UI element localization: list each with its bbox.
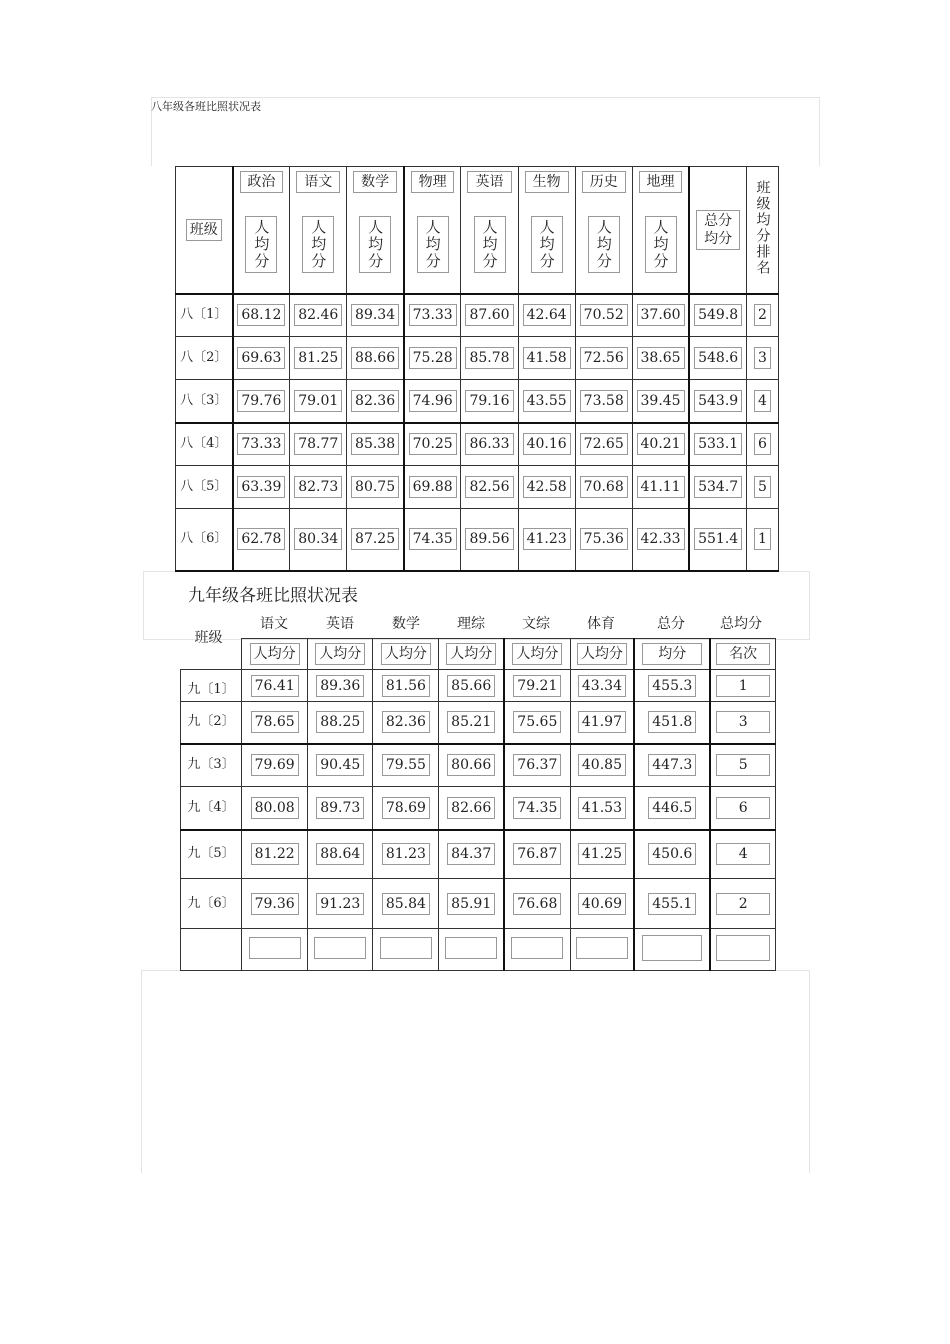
g9-rank: 3	[710, 702, 775, 744]
g9-total: 455.3	[634, 670, 710, 702]
g8-total: 534.7	[689, 466, 746, 509]
g8-total: 543.9	[689, 380, 746, 423]
g9-empty-cell	[181, 929, 242, 971]
g8-header-subject: 历史 人均分	[575, 167, 632, 294]
g9-score: 79.36	[242, 879, 308, 929]
per-capita-label: 人均分	[245, 216, 277, 273]
g8-score: 78.77	[290, 423, 347, 466]
g8-score: 73.33	[404, 294, 461, 337]
g9-rank: 5	[710, 744, 775, 787]
g8-class-cell: 八〔5〕	[176, 466, 233, 509]
g9-score: 41.25	[570, 830, 634, 879]
g8-score: 79.76	[233, 380, 290, 423]
g9-header-per-capita: 人均分	[439, 639, 504, 670]
g8-score: 37.60	[632, 294, 689, 337]
g9-header-class: 班级	[181, 639, 242, 670]
g9-header-per-capita: 人均分	[570, 639, 634, 670]
g8-score: 75.36	[575, 509, 632, 571]
g8-score: 42.64	[518, 294, 575, 337]
g8-total: 548.6	[689, 337, 746, 380]
g9-class-cell: 九〔1〕	[181, 670, 242, 702]
g8-score: 43.55	[518, 380, 575, 423]
g9-score: 85.91	[439, 879, 504, 929]
g9-score: 76.87	[504, 830, 570, 879]
g8-score: 42.33	[632, 509, 689, 571]
g9-empty-cell	[242, 929, 308, 971]
g8-rank: 5	[746, 466, 778, 509]
g8-rank: 1	[746, 509, 778, 571]
g9-score: 85.84	[373, 879, 439, 929]
g9-score: 81.56	[373, 670, 439, 702]
g9-empty-cell	[634, 929, 710, 971]
g8-score: 42.58	[518, 466, 575, 509]
g9-subject-header: 理综	[457, 616, 485, 632]
g9-empty-cell	[439, 929, 504, 971]
g9-score: 82.66	[439, 787, 504, 830]
g8-total: 549.8	[689, 294, 746, 337]
g9-total-avg-header: 总均分	[720, 616, 762, 632]
g9-total: 447.3	[634, 744, 710, 787]
g9-score: 88.64	[308, 830, 373, 879]
per-capita-label: 人均分	[645, 216, 677, 273]
g8-score: 69.63	[233, 337, 290, 380]
g8-score: 40.21	[632, 423, 689, 466]
grade8-table	[175, 166, 779, 572]
g8-header-subject: 语文 人均分	[290, 167, 347, 294]
g8-score: 72.56	[575, 337, 632, 380]
g9-empty-cell	[504, 929, 570, 971]
g9-empty-cell	[710, 929, 775, 971]
g9-score: 76.41	[242, 670, 308, 702]
g9-empty-cell	[308, 929, 373, 971]
g9-class-cell: 九〔4〕	[181, 787, 242, 830]
g8-score: 79.16	[461, 380, 518, 423]
g8-header-subject: 地理 人均分	[632, 167, 689, 294]
g9-rank: 1	[710, 670, 775, 702]
g8-score: 80.34	[290, 509, 347, 571]
g9-score: 76.37	[504, 744, 570, 787]
g9-class-cell: 九〔5〕	[181, 830, 242, 879]
g9-header-avg: 均分	[634, 639, 710, 670]
g9-rank: 4	[710, 830, 775, 879]
g8-score: 39.45	[632, 380, 689, 423]
g8-score: 85.38	[347, 423, 404, 466]
g9-score: 78.69	[373, 787, 439, 830]
g8-score: 85.78	[461, 337, 518, 380]
g8-score: 70.25	[404, 423, 461, 466]
g8-score: 88.66	[347, 337, 404, 380]
g8-score: 69.88	[404, 466, 461, 509]
g9-score: 90.45	[308, 744, 373, 787]
g9-score: 76.68	[504, 879, 570, 929]
g8-rank: 6	[746, 423, 778, 466]
g8-score: 72.65	[575, 423, 632, 466]
g8-header-subject: 生物 人均分	[518, 167, 575, 294]
g9-score: 79.21	[504, 670, 570, 702]
g8-score: 81.25	[290, 337, 347, 380]
g9-score: 40.85	[570, 744, 634, 787]
g9-subject-header: 英语	[326, 616, 354, 632]
grade9-title: 九年级各班比照状况表	[188, 586, 358, 606]
g8-score: 82.36	[347, 380, 404, 423]
per-capita-label: 人均分	[588, 216, 620, 273]
g9-score: 89.73	[308, 787, 373, 830]
grade8-title: 八年级各班比照状况表	[151, 100, 261, 113]
g8-score: 87.60	[461, 294, 518, 337]
g9-header-per-capita: 人均分	[373, 639, 439, 670]
g9-subject-header: 数学	[392, 616, 420, 632]
g8-header-subject: 英语 人均分	[461, 167, 518, 294]
g9-class-cell: 九〔2〕	[181, 702, 242, 744]
g9-total: 450.6	[634, 830, 710, 879]
g8-rank: 3	[746, 337, 778, 380]
g8-score: 62.78	[233, 509, 290, 571]
per-capita-label: 人均分	[474, 216, 506, 273]
g9-score: 84.37	[439, 830, 504, 879]
g9-score: 74.35	[504, 787, 570, 830]
g9-score: 85.66	[439, 670, 504, 702]
g8-score: 41.23	[518, 509, 575, 571]
g8-score: 87.25	[347, 509, 404, 571]
g8-score: 82.46	[290, 294, 347, 337]
g8-total: 551.4	[689, 509, 746, 571]
g8-score: 70.52	[575, 294, 632, 337]
g9-score: 79.69	[242, 744, 308, 787]
g8-score: 89.34	[347, 294, 404, 337]
g9-total: 451.8	[634, 702, 710, 744]
g8-score: 70.68	[575, 466, 632, 509]
g8-class-cell: 八〔1〕	[176, 294, 233, 337]
g8-total: 533.1	[689, 423, 746, 466]
g8-score: 68.12	[233, 294, 290, 337]
g8-score: 40.16	[518, 423, 575, 466]
g9-total-header: 总分	[657, 616, 685, 632]
lower-panel-frame	[141, 970, 810, 1173]
g8-score: 63.39	[233, 466, 290, 509]
g9-score: 88.25	[308, 702, 373, 744]
g9-score: 75.65	[504, 702, 570, 744]
g9-subject-header: 体育	[587, 616, 615, 632]
g9-score: 81.22	[242, 830, 308, 879]
g8-score: 38.65	[632, 337, 689, 380]
g8-score: 73.33	[233, 423, 290, 466]
g9-total: 446.5	[634, 787, 710, 830]
per-capita-label: 人均分	[302, 216, 334, 273]
g8-score: 80.75	[347, 466, 404, 509]
per-capita-label: 人均分	[531, 216, 563, 273]
g9-score: 80.08	[242, 787, 308, 830]
g9-class-cell: 九〔6〕	[181, 879, 242, 929]
g9-header-per-capita: 人均分	[242, 639, 308, 670]
g8-header-subject: 数学 人均分	[347, 167, 404, 294]
g9-score: 91.23	[308, 879, 373, 929]
g8-score: 89.56	[461, 509, 518, 571]
g8-score: 82.56	[461, 466, 518, 509]
per-capita-label: 人均分	[359, 216, 391, 273]
g8-class-cell: 八〔4〕	[176, 423, 233, 466]
g9-header-rank: 名次	[710, 639, 775, 670]
g9-score: 82.36	[373, 702, 439, 744]
g9-header-per-capita: 人均分	[308, 639, 373, 670]
g9-total: 455.1	[634, 879, 710, 929]
g9-empty-cell	[373, 929, 439, 971]
g8-class-cell: 八〔2〕	[176, 337, 233, 380]
g9-score: 40.69	[570, 879, 634, 929]
g8-header-subject: 物理 人均分	[404, 167, 461, 294]
g8-score: 79.01	[290, 380, 347, 423]
g9-score: 81.23	[373, 830, 439, 879]
g9-header-per-capita: 人均分	[504, 639, 570, 670]
g9-score: 80.66	[439, 744, 504, 787]
g9-score: 85.21	[439, 702, 504, 744]
g8-score: 41.11	[632, 466, 689, 509]
g8-header-total-avg: 总分均分	[689, 167, 746, 294]
g8-header-class: 班级	[176, 167, 233, 294]
g8-score: 41.58	[518, 337, 575, 380]
g8-rank: 2	[746, 294, 778, 337]
g8-score: 75.28	[404, 337, 461, 380]
g8-header-rank: 班级均分排名	[746, 167, 778, 294]
g9-score: 43.34	[570, 670, 634, 702]
g9-rank: 6	[710, 787, 775, 830]
g8-score: 73.58	[575, 380, 632, 423]
g8-score: 74.96	[404, 380, 461, 423]
g9-score: 89.36	[308, 670, 373, 702]
g8-header-subject: 政治 人均分	[233, 167, 290, 294]
per-capita-label: 人均分	[417, 216, 449, 273]
g8-rank: 4	[746, 380, 778, 423]
g8-class-cell: 八〔6〕	[176, 509, 233, 571]
g9-class-cell: 九〔3〕	[181, 744, 242, 787]
g8-score: 74.35	[404, 509, 461, 571]
g9-empty-cell	[570, 929, 634, 971]
g8-score: 86.33	[461, 423, 518, 466]
g9-score: 41.53	[570, 787, 634, 830]
g8-class-cell: 八〔3〕	[176, 380, 233, 423]
g9-rank: 2	[710, 879, 775, 929]
g9-score: 79.55	[373, 744, 439, 787]
g9-subject-header: 语文	[260, 616, 288, 632]
g9-score: 78.65	[242, 702, 308, 744]
g9-score: 41.97	[570, 702, 634, 744]
g8-score: 82.73	[290, 466, 347, 509]
grade9-table	[180, 629, 776, 971]
g9-subject-header: 文综	[522, 616, 550, 632]
